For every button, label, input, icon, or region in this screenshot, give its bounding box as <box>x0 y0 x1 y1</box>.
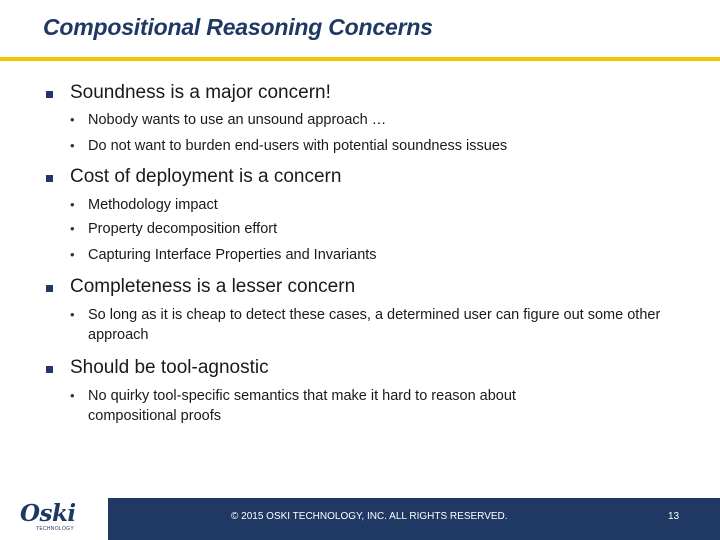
page-number: 13 <box>668 511 680 522</box>
oski-logo <box>0 498 108 540</box>
slide-title: Compositional Reasoning Concerns <box>43 14 433 40</box>
square-bullet-icon <box>46 175 53 182</box>
copyright-text: © 2015 OSKI TECHNOLOGY, INC. ALL RIGHTS RESERVED. <box>231 511 508 522</box>
dot-bullet-icon: • <box>70 388 75 403</box>
square-bullet-icon <box>46 285 53 292</box>
dot-bullet-icon: • <box>70 197 75 212</box>
square-bullet-icon <box>46 366 53 373</box>
dot-bullet-icon: • <box>70 138 75 153</box>
dot-bullet-icon: • <box>70 112 75 127</box>
dot-bullet-icon: • <box>70 221 75 236</box>
dot-bullet-icon: • <box>70 247 75 262</box>
logo-tagline: TECHNOLOGY <box>36 526 75 532</box>
footer-bar <box>0 498 720 540</box>
square-bullet-icon <box>46 91 53 98</box>
title-divider <box>0 57 720 61</box>
logo-wordmark: Oski <box>20 500 76 527</box>
dot-bullet-icon: • <box>70 307 75 322</box>
